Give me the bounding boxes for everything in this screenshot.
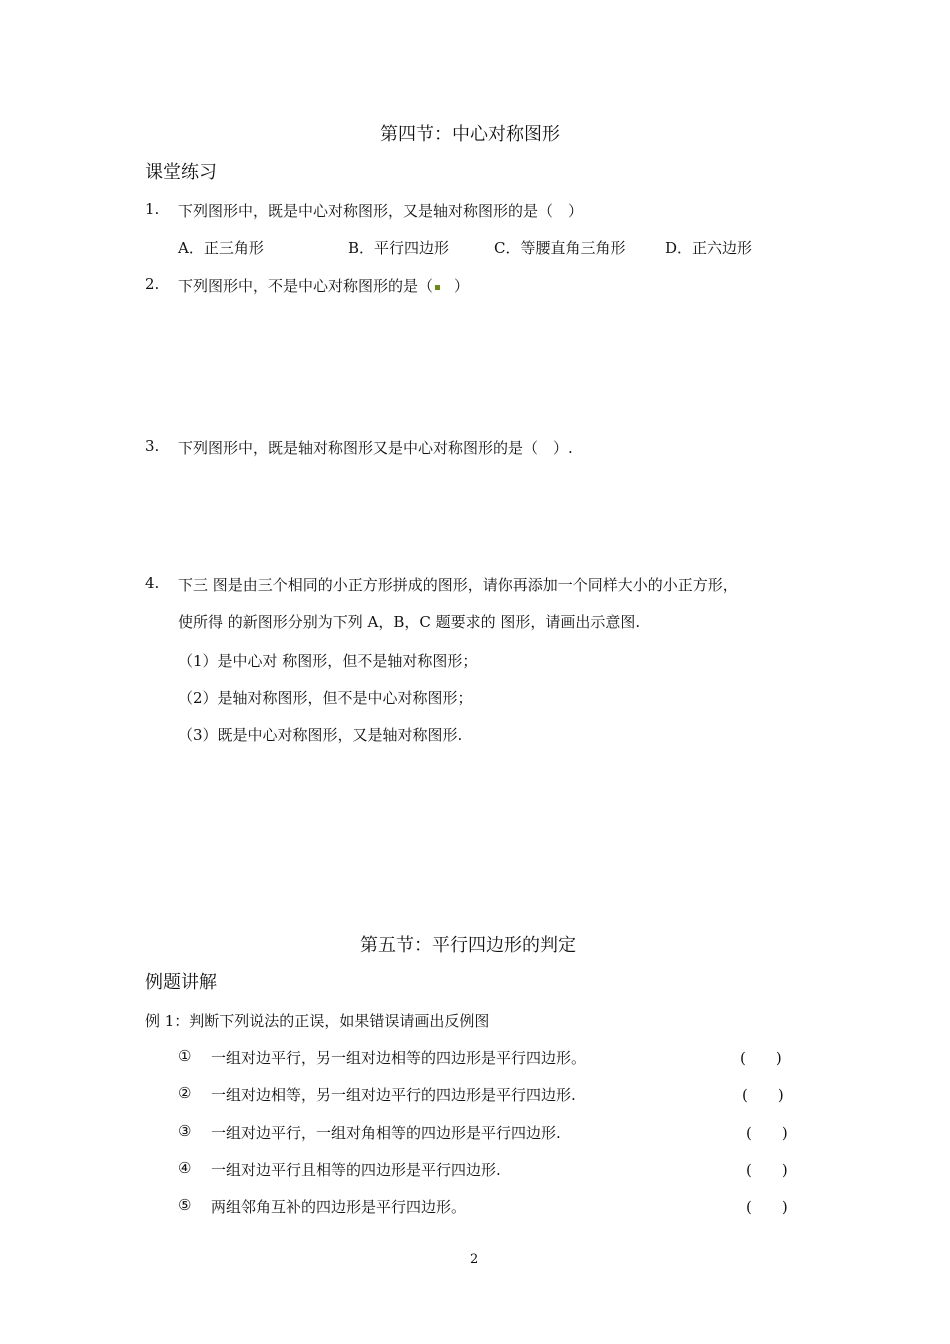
section5-subheading: 例题讲解 bbox=[145, 972, 217, 993]
example-item-3-answer: ( ) bbox=[746, 1124, 788, 1142]
question-3-text: 下列图形中，既是轴对称图形又是中心对称图形的是（ ）. bbox=[178, 439, 573, 457]
example-1-intro: 例 1：判断下列说法的正误，如果错误请画出反例图 bbox=[145, 1012, 490, 1030]
question-1-option-c: C．等腰直角三角形 bbox=[494, 239, 626, 257]
question-2-text bbox=[178, 275, 469, 296]
example-item-4-text: 一组对边平行且相等的四边形是平行四边形. bbox=[211, 1161, 501, 1179]
question-1-option-a: A．正三角形 bbox=[178, 239, 264, 257]
question-1-option-d: D．正六边形 bbox=[665, 239, 753, 257]
example-item-2-text: 一组对边相等，另一组对边平行的四边形是平行四边形. bbox=[211, 1086, 576, 1104]
example-item-4-mark: ④ bbox=[178, 1159, 192, 1177]
question-4-part-3: （3）既是中心对称图形，又是轴对称图形. bbox=[178, 726, 463, 744]
example-item-4-answer: ( ) bbox=[746, 1161, 788, 1179]
example-item-3-text: 一组对边平行，一组对角相等的四边形是平行四边形. bbox=[211, 1124, 561, 1142]
example-item-3-mark: ③ bbox=[178, 1122, 192, 1140]
example-item-5-answer: ( ) bbox=[746, 1198, 788, 1216]
page-number: 2 bbox=[470, 1252, 479, 1267]
example-item-1-mark: ① bbox=[178, 1047, 192, 1065]
question-2-number: 2. bbox=[145, 275, 160, 293]
question-2-close-paren: ） bbox=[454, 277, 470, 295]
section5-title: 第五节：平行四边形的判定 bbox=[360, 935, 576, 956]
question-3-number: 3. bbox=[145, 437, 160, 455]
example-item-2-answer: ( ) bbox=[742, 1086, 784, 1104]
question-1-option-b: B．平行四边形 bbox=[348, 239, 450, 257]
question-1-text: 下列图形中，既是中心对称图形，又是轴对称图形的是（ ） bbox=[178, 202, 584, 220]
question-2-text-main: 下列图形中，不是中心对称图形的是（ bbox=[178, 277, 434, 295]
example-item-5-text: 两组邻角互补的四边形是平行四边形。 bbox=[211, 1198, 467, 1216]
question-4-line2: 使所得 的新图形分别为下列 A，B，C 题要求的 图形，请画出示意图. bbox=[178, 613, 641, 631]
example-item-1-answer: ( ) bbox=[740, 1049, 782, 1067]
question-1-number: 1. bbox=[145, 200, 160, 218]
question-4-number: 4. bbox=[145, 574, 160, 592]
question-4-line1: 下三 图是由三个相同的小正方形拼成的图形，请你再添加一个同样大小的小正方形， bbox=[178, 576, 738, 594]
question-4-part-1: （1）是中心对 称图形，但不是轴对称图形； bbox=[178, 652, 478, 670]
question-4-part-2: （2）是轴对称图形，但不是中心对称图形； bbox=[178, 689, 473, 707]
section4-title: 第四节：中心对称图形 bbox=[380, 124, 560, 145]
example-item-5-mark: ⑤ bbox=[178, 1196, 192, 1214]
section4-subheading: 课堂练习 bbox=[145, 162, 217, 183]
example-item-2-mark: ② bbox=[178, 1084, 192, 1102]
marker-icon bbox=[435, 285, 440, 290]
example-item-1-text: 一组对边平行，另一组对边相等的四边形是平行四边形。 bbox=[211, 1049, 587, 1067]
